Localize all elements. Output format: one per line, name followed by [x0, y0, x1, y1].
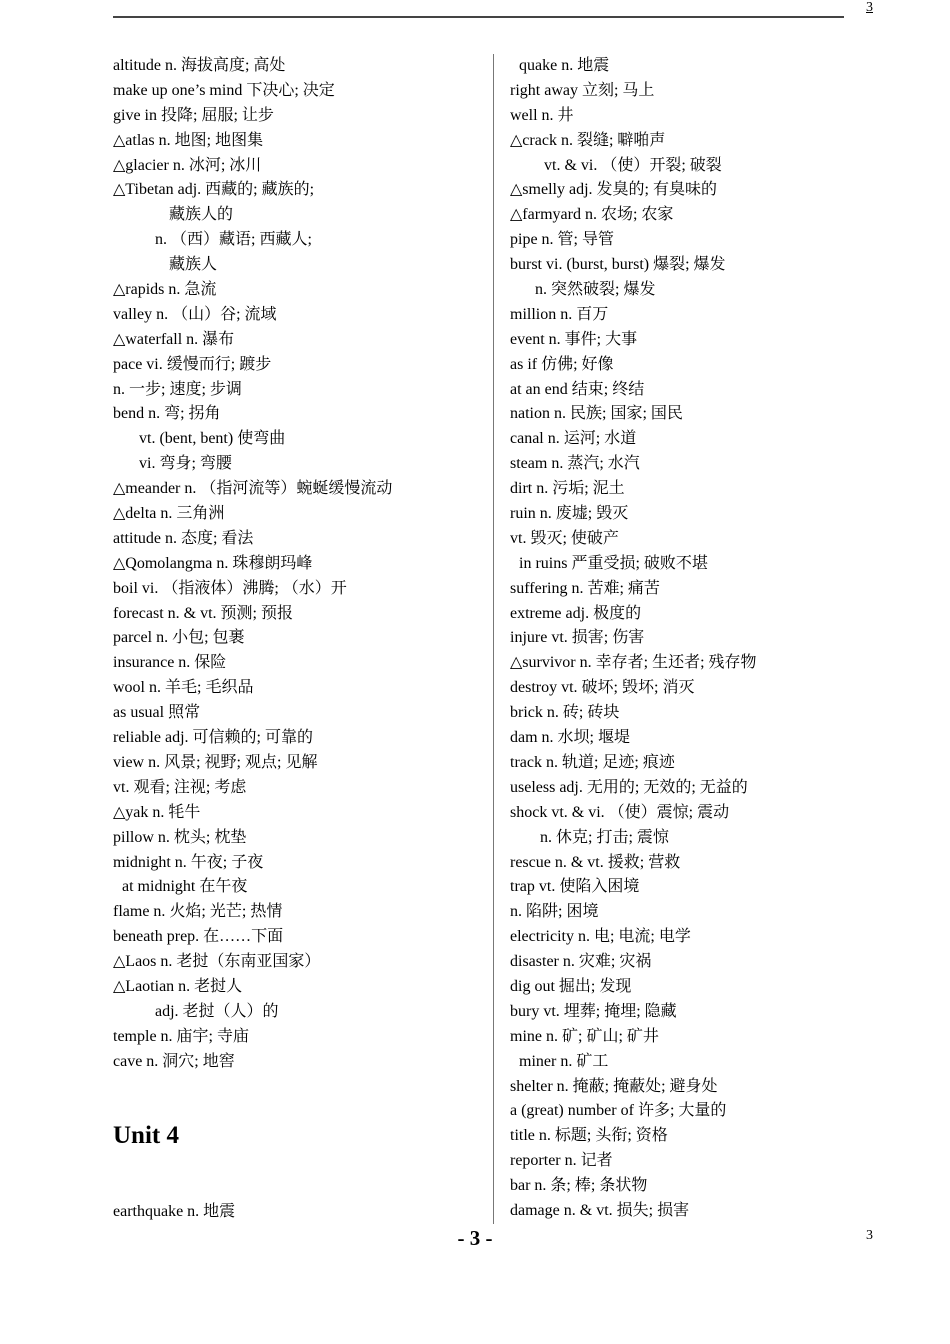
vocab-entry: △delta n. 三角洲 [113, 505, 225, 523]
vocab-entry: give in 投降; 屈服; 让步 [113, 106, 274, 124]
vocab-entry: n. （西）藏语; 西藏人; [155, 231, 312, 249]
vocab-entry: miner n. 矿工 [519, 1052, 609, 1070]
vocab-entry: vt. 观看; 注视; 考虑 [113, 778, 247, 796]
vocab-entry: quake n. 地震 [519, 57, 610, 74]
vocab-entry: △rapids n. 急流 [113, 281, 217, 299]
vocab-entry: bend n. 弯; 拐角 [113, 405, 221, 423]
vocab-entry: a (great) number of 许多; 大量的 [510, 1102, 727, 1120]
vocab-entry: track n. 轨道; 足迹; 痕迹 [510, 753, 675, 771]
vocab-entry: vi. 弯身; 弯腰 [139, 455, 232, 473]
vocab-entry: 藏族人的 [169, 206, 234, 224]
vocab-entry: △atlas n. 地图; 地图集 [113, 131, 264, 149]
left-vocab-list-after-unit [113, 1200, 473, 1225]
vocab-entry: flame n. 火焰; 光芒; 热情 [113, 903, 283, 921]
vocab-entry: pillow n. 枕头; 枕垫 [113, 828, 247, 846]
vocab-entry: in ruins 严重受损; 破败不堪 [519, 554, 708, 572]
right-column [510, 54, 850, 1224]
vocab-entry: n. 休克; 打击; 震惊 [540, 828, 669, 846]
vocab-entry: △Laotian n. 老挝人 [113, 977, 243, 995]
vocab-entry: vt. & vi. （使）开裂; 破裂 [544, 156, 722, 174]
vocab-entry: brick n. 砖; 砖块 [510, 704, 620, 722]
vocab-entry: mine n. 矿; 矿山; 矿井 [510, 1027, 659, 1045]
vocab-entry: △Tibetan adj. 西藏的; 藏族的; [113, 181, 315, 199]
vocab-entry: temple n. 庙宇; 寺庙 [113, 1027, 249, 1045]
vocab-entry: vt. (bent, bent) 使弯曲 [139, 430, 286, 448]
unit-title: Unit 4 [113, 1121, 179, 1149]
vocab-entry: as if 仿佛; 好像 [510, 355, 614, 373]
vocab-entry: △farmyard n. 农场; 农家 [510, 206, 674, 224]
vocab-entry: right away 立刻; 马上 [510, 81, 655, 99]
vocab-entry: △crack n. 裂缝; 噼啪声 [510, 131, 666, 149]
vocab-entry: △survivor n. 幸存者; 生还者; 残存物 [510, 654, 757, 672]
vocab-entry: destroy vt. 破坏; 毁坏; 消灭 [510, 679, 695, 697]
vocab-entry: shock vt. & vi. （使）震惊; 震动 [510, 803, 730, 821]
vocab-entry: adj. 老挝（人）的 [155, 1002, 279, 1020]
vocab-entry: million n. 百万 [510, 305, 609, 323]
vocab-entry: extreme adj. 极度的 [510, 604, 642, 622]
vocab-entry: △smelly adj. 发臭的; 有臭味的 [510, 181, 717, 199]
vocab-entry: event n. 事件; 大事 [510, 330, 638, 348]
vocab-entry: boil vi. （指液体）沸腾; （水）开 [113, 579, 347, 597]
vocab-entry: as usual 照常 [113, 704, 201, 722]
vocab-entry: view n. 风景; 视野; 观点; 见解 [113, 753, 318, 771]
vocab-entry: canal n. 运河; 水道 [510, 430, 637, 448]
vocab-entry: burst vi. (burst, burst) 爆裂; 爆发 [510, 256, 726, 274]
vocab-entry: useless adj. 无用的; 无效的; 无益的 [510, 778, 748, 796]
vocab-entry: damage n. & vt. 损失; 损害 [510, 1201, 690, 1219]
vocab-entry: beneath prep. 在……下面 [113, 928, 284, 946]
vocab-entry: △glacier n. 冰河; 冰川 [113, 156, 262, 174]
vocab-entry: △Qomolangma n. 珠穆朗玛峰 [113, 554, 313, 572]
vocab-entry: nation n. 民族; 国家; 国民 [510, 405, 683, 423]
vocab-entry: parcel n. 小包; 包裹 [113, 629, 245, 647]
vocab-entry: bury vt. 埋葬; 掩埋; 隐藏 [510, 1002, 677, 1020]
vocab-entry: n. 一步; 速度; 步调 [113, 380, 242, 398]
vocab-entry: n. 陷阱; 困境 [510, 903, 599, 921]
vocab-entry: △Laos n. 老挝（东南亚国家） [113, 953, 321, 971]
left-column [113, 54, 473, 1224]
right-vocab-list [510, 54, 850, 1224]
vocab-entry: pipe n. 管; 导管 [510, 231, 614, 249]
vocab-entry: rescue n. & vt. 援救; 营救 [510, 853, 681, 871]
vocab-entry: disaster n. 灾难; 灾祸 [510, 953, 652, 971]
vocab-entry: attitude n. 态度; 看法 [113, 529, 254, 547]
vocab-entry: dig out 掘出; 发现 [510, 977, 632, 995]
vocab-entry: △yak n. 牦牛 [113, 803, 201, 821]
vocab-entry: earthquake n. 地震 [113, 1202, 236, 1220]
vocab-entry: at an end 结束; 终结 [510, 380, 645, 398]
vocab-entry: injure vt. 损害; 伤害 [510, 629, 645, 647]
vocab-entry: well n. 井 [510, 106, 574, 124]
vocab-entry: wool n. 羊毛; 毛织品 [113, 679, 254, 697]
vocab-entry: steam n. 蒸汽; 水汽 [510, 455, 640, 473]
left-vocab-list [113, 54, 473, 1075]
column-divider [493, 54, 494, 1224]
vocab-entry: forecast n. & vt. 预测; 预报 [113, 604, 293, 622]
vocab-entry: suffering n. 苦难; 痛苦 [510, 579, 660, 597]
vocab-entry: insurance n. 保险 [113, 654, 227, 672]
vocab-entry: make up one’s mind 下决心; 决定 [113, 81, 335, 99]
header-rule [113, 16, 844, 18]
footer-page-label: - 3 - [457, 1226, 493, 1250]
vocab-entry: pace vi. 缓慢而行; 踱步 [113, 355, 272, 373]
vocab-entry: vt. 毁灭; 使破产 [510, 529, 619, 547]
vocab-entry: reporter n. 记者 [510, 1152, 613, 1170]
vocab-entry: altitude n. 海拔高度; 高处 [113, 57, 286, 74]
vocab-entry: △waterfall n. 瀑布 [113, 330, 235, 348]
footer-corner-number: 3 [866, 1228, 873, 1243]
vocab-entry: midnight n. 午夜; 子夜 [113, 853, 264, 871]
vocab-entry: title n. 标题; 头衔; 资格 [510, 1127, 668, 1145]
vocab-entry: valley n. （山）谷; 流域 [113, 305, 277, 323]
vocab-entry: reliable adj. 可信赖的; 可靠的 [113, 729, 313, 747]
vocab-entry: dirt n. 污垢; 泥土 [510, 480, 625, 498]
vocab-entry: cave n. 洞穴; 地窖 [113, 1052, 235, 1070]
vocab-entry: bar n. 条; 棒; 条状物 [510, 1177, 648, 1195]
vocab-entry: ruin n. 废墟; 毁灭 [510, 505, 629, 523]
vocab-entry: trap vt. 使陷入困境 [510, 878, 640, 896]
vocab-entry: n. 突然破裂; 爆发 [535, 281, 656, 299]
vocab-entry: 藏族人 [169, 256, 218, 274]
vocab-entry: △meander n. （指河流等）蜿蜒缓慢流动 [113, 480, 393, 498]
vocab-entry: dam n. 水坝; 堰堤 [510, 729, 630, 747]
header-page-number: 3 [866, 0, 873, 15]
vocab-entry: at midnight 在午夜 [122, 878, 248, 896]
vocab-entry: shelter n. 掩蔽; 掩蔽处; 避身处 [510, 1077, 718, 1095]
vocab-entry: electricity n. 电; 电流; 电学 [510, 928, 691, 946]
